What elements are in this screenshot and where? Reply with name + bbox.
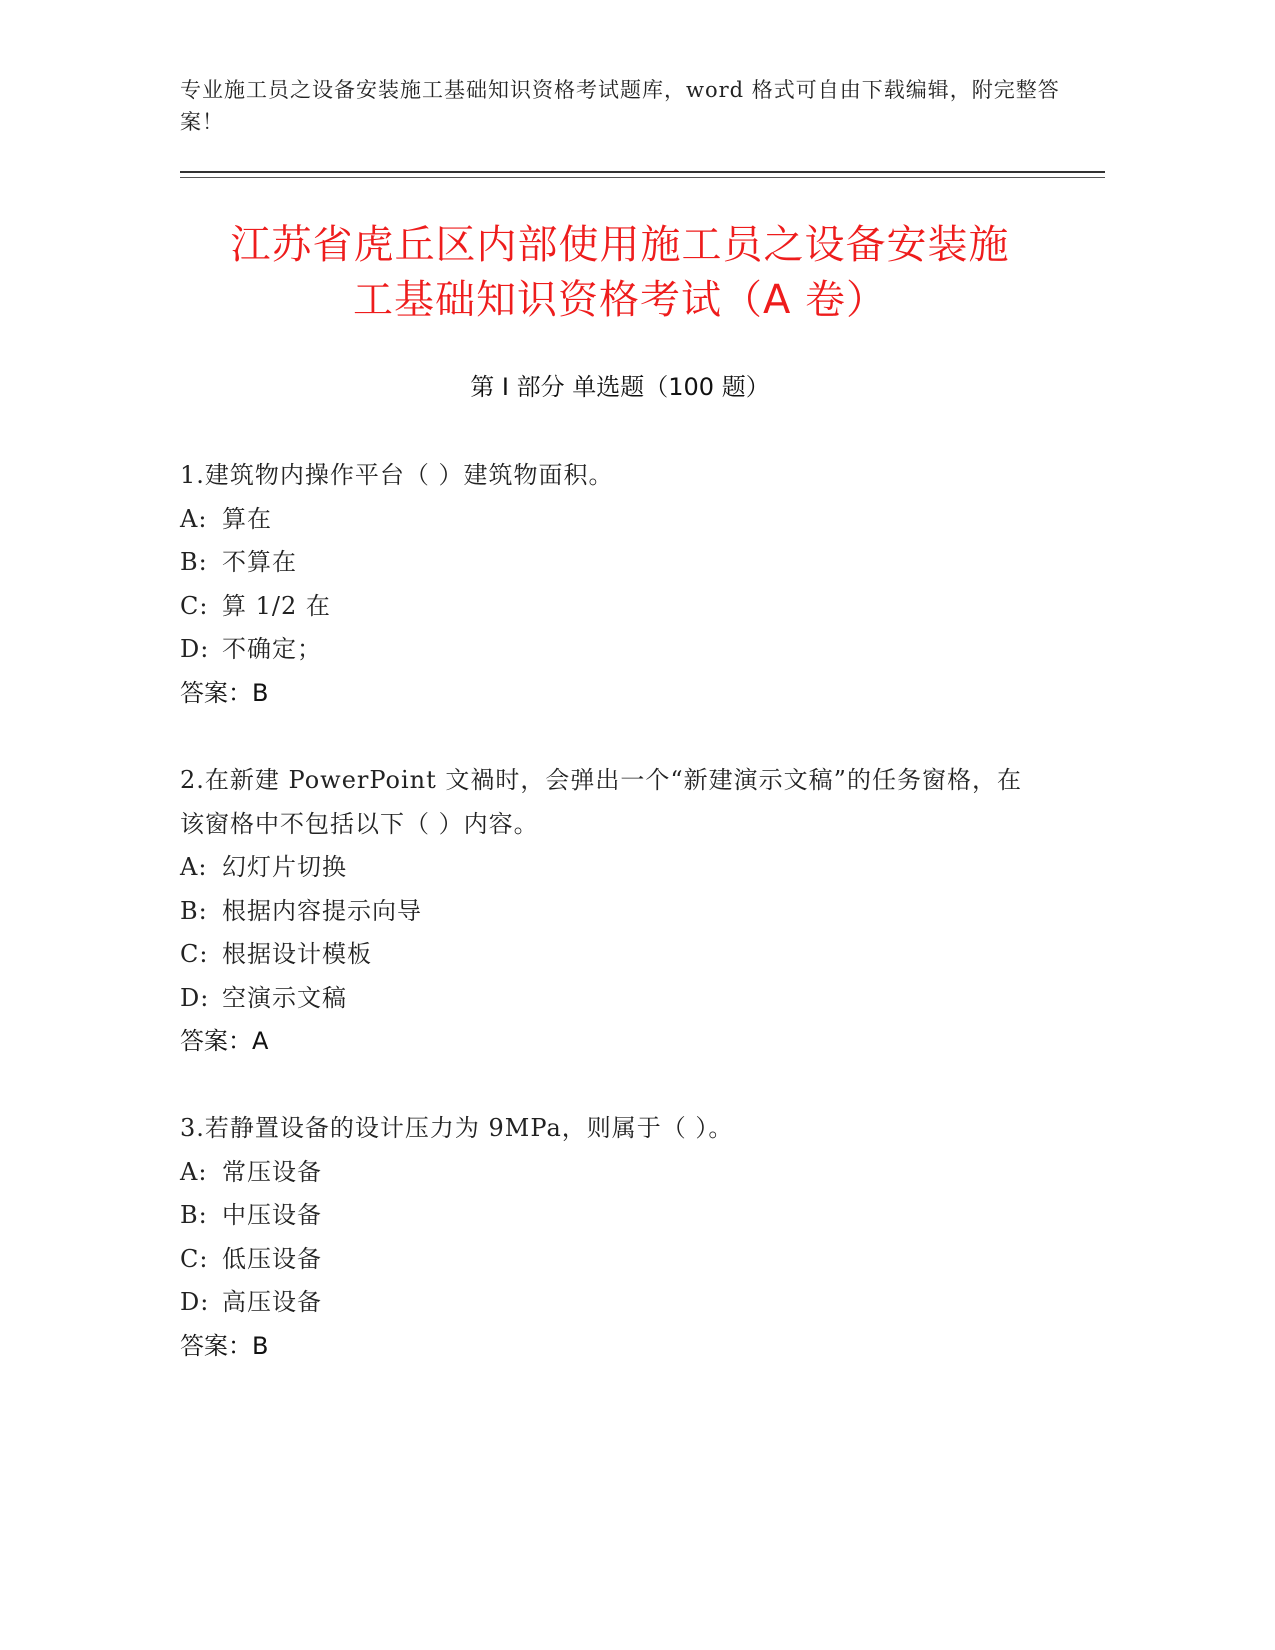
option-key: C: bbox=[180, 940, 209, 968]
option-key: B: bbox=[180, 1201, 208, 1229]
answer-text: 答案：B bbox=[180, 678, 269, 707]
option-key: C: bbox=[180, 1244, 209, 1273]
section-title: 第 I 部分 单选题（100 题） bbox=[470, 373, 770, 401]
header-divider-thin bbox=[180, 177, 1105, 178]
option-text: 算 1/2 在 bbox=[222, 591, 331, 620]
option-text: 常压设备 bbox=[222, 1157, 322, 1186]
document-title-line-1: 江苏省虎丘区内部使用施工员之设备安装施 bbox=[230, 222, 1010, 268]
option-key: A: bbox=[180, 504, 208, 533]
option-d bbox=[180, 977, 1040, 1021]
option-text: 算在 bbox=[222, 504, 272, 533]
option-key: D: bbox=[180, 635, 210, 663]
option-key: B: bbox=[180, 896, 208, 925]
option-text: 空演示文稿 bbox=[222, 983, 347, 1012]
option-b bbox=[180, 890, 1040, 934]
header-note: 专业施工员之设备安装施工基础知识资格考试题库，word 格式可自由下载编辑，附完整答案！ bbox=[180, 78, 1060, 134]
option-a bbox=[180, 1151, 1040, 1195]
option-b bbox=[180, 541, 1040, 585]
option-key: D: bbox=[180, 983, 210, 1012]
option-c bbox=[180, 585, 1040, 629]
option-c bbox=[180, 1238, 1040, 1282]
document-title bbox=[180, 218, 1060, 328]
option-b bbox=[180, 1194, 1040, 1238]
option-text: 不算在 bbox=[222, 548, 297, 576]
question-stem: 2.在新建 PowerPoint 文禍时，会弹出一个“新建演示文稿”的任务窗格，在该窗格中不包括以下（ ）内容。 bbox=[180, 766, 1022, 838]
question-3 bbox=[180, 1107, 1040, 1368]
document-title-line-2: 工基础知识资格考试（A 卷） bbox=[352, 277, 888, 323]
option-d bbox=[180, 1281, 1040, 1325]
option-key: A: bbox=[180, 1157, 208, 1186]
option-key: C: bbox=[180, 591, 209, 620]
option-text: 不确定； bbox=[222, 635, 322, 663]
option-text: 根据内容提示向导 bbox=[222, 896, 422, 925]
option-text: 高压设备 bbox=[222, 1288, 322, 1316]
question-stem: 3.若静置设备的设计压力为 9MPa，则属于（ ）。 bbox=[180, 1114, 734, 1142]
option-text: 根据设计模板 bbox=[222, 940, 372, 968]
question-1 bbox=[180, 454, 1040, 715]
answer-text: 答案：B bbox=[180, 1331, 269, 1360]
option-a bbox=[180, 498, 1040, 542]
option-text: 幻灯片切换 bbox=[222, 853, 347, 881]
option-text: 低压设备 bbox=[222, 1244, 322, 1273]
option-key: B: bbox=[180, 548, 208, 576]
answer-text: 答案：A bbox=[180, 1027, 269, 1055]
option-d bbox=[180, 628, 1040, 672]
option-c bbox=[180, 933, 1040, 977]
option-key: A: bbox=[180, 853, 208, 881]
option-a bbox=[180, 846, 1040, 890]
header-divider-thick bbox=[180, 171, 1105, 173]
question-stem: 1.建筑物内操作平台（ ）建筑物面积。 bbox=[180, 461, 614, 489]
option-key: D: bbox=[180, 1288, 210, 1316]
question-2 bbox=[180, 759, 1040, 1064]
option-text: 中压设备 bbox=[222, 1201, 322, 1229]
